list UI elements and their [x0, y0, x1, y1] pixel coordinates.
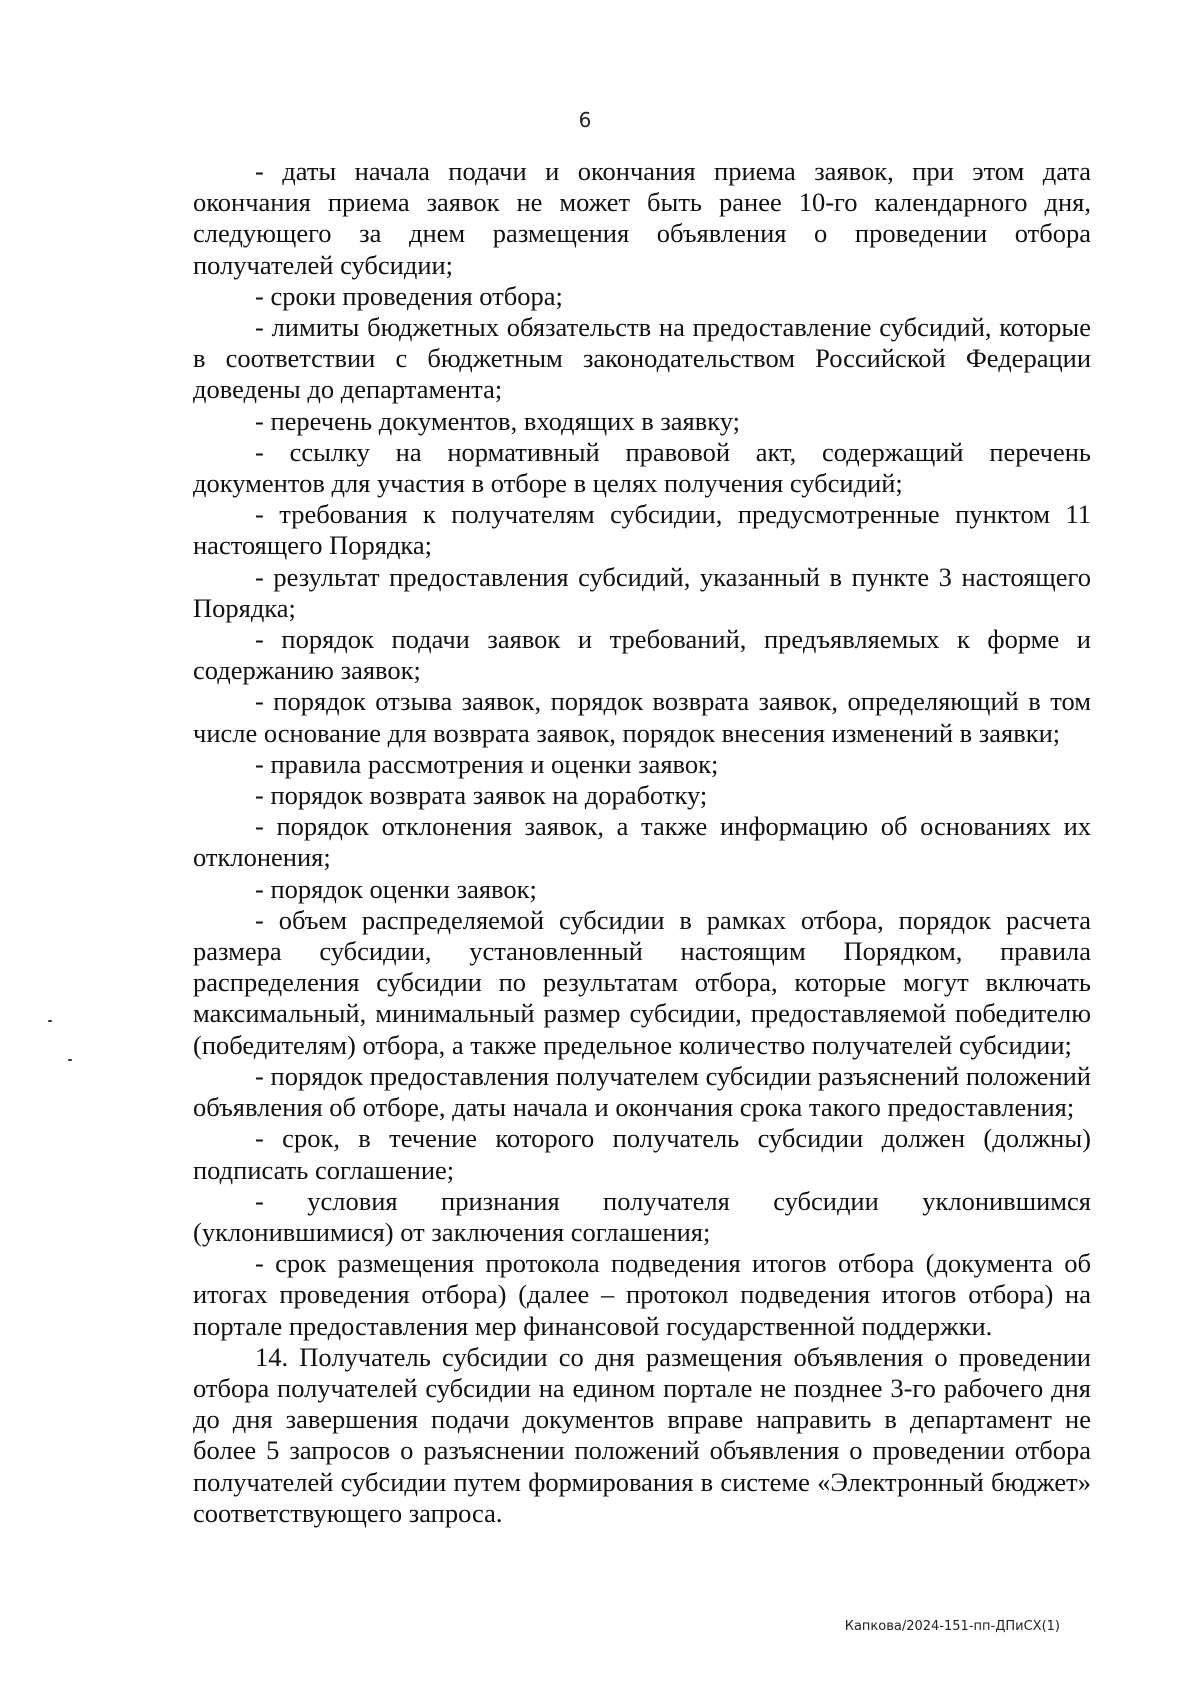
paragraph-evasion-conditions: - условия признания получателя субсидии уклонившимся (уклонившимися) от заключения соглашения; — [193, 1185, 1091, 1247]
paragraph-document-list: - перечень документов, входящих в заявку; — [255, 405, 741, 436]
paragraph-submission-order: - порядок подачи заявок и требований, предъявляемых к форме и содержанию заявок; — [193, 624, 1091, 686]
document-code: Капкова/2024-151-пп-ДПиСХ(1) — [844, 1619, 1060, 1634]
paragraph-subsidy-volume: - объем распределяемой субсидии в рамках отбора, порядок расчета размера субсидии, установленный настоящим Порядком, правила распределения субсидии по результатам отбора, которые могут включать максимальный, минимальный размер субсидии, предоставляемой победителю (победителям) отбора, а также предельное количество получателей субсидии; — [193, 904, 1091, 1060]
paragraph-review-rules: - правила рассмотрения и оценки заявок; — [255, 748, 719, 779]
paragraph-clarifications: - порядок предоставления получателем субсидии разъяснений положений объявления об отборе, даты начала и окончания срока такого предоставления; — [193, 1060, 1091, 1123]
scan-speck — [68, 1059, 72, 1061]
paragraph-rejection-order: - порядок отклонения заявок, а также информацию об основаниях их отклонения; — [193, 811, 1091, 873]
paragraph-recipient-requirements: - требования к получателям субсидии, предусмотренные пунктом 11 настоящего Порядка; — [193, 499, 1091, 561]
paragraph-return-for-revision: - порядок возврата заявок на доработку; — [255, 780, 708, 811]
paragraph-protocol-posting: - срок размещения протокола подведения итогов отбора (документа об итогах проведения отбора) (далее – протокол подведения итогов отбора) на портале предоставления мер финансовой государственной поддержки. — [193, 1248, 1091, 1341]
paragraph-item-14: 14. Получатель субсидии со дня размещения объявления о проведении отбора получателей субсидии на едином портале не позднее 3-го рабочего дня до дня завершения подачи документов вправе направить в департамент не более 5 запросов о разъяснении положений объявления о проведении отбора получателей субсидии путем формирования в системе «Электронный бюджет» соответствующего запроса. — [193, 1341, 1091, 1528]
paragraph-agreement-deadline: - срок, в течение которого получатель субсидии должен (должны) подписать соглашение; — [193, 1123, 1091, 1185]
scan-speck — [48, 1020, 52, 1022]
paragraph-budget-limits: - лимиты бюджетных обязательств на предоставление субсидий, которые в соответствии с бюджетным законодательством Российской Федерации доведены до департамента; — [193, 312, 1091, 405]
paragraph-result: - результат предоставления субсидий, указанный в пункте 3 настоящего Порядка; — [193, 561, 1091, 623]
paragraph-withdrawal-order: - порядок отзыва заявок, порядок возврата заявок, определяющий в том числе основание для возврата заявок, порядок внесения изменений в заявки; — [193, 686, 1091, 748]
page-number: 6 — [578, 108, 592, 132]
document-body — [193, 156, 1091, 1529]
paragraph-selection-terms: - сроки проведения отбора; — [255, 280, 563, 311]
paragraph-evaluation-order: - порядок оценки заявок; — [255, 873, 537, 904]
paragraph-legal-act-link: - ссылку на нормативный правовой акт, содержащий перечень документов для участия в отборе в целях получения субсидий; — [193, 436, 1091, 499]
paragraph-dates: - даты начала подачи и окончания приема заявок, при этом дата окончания приема заявок не может быть ранее 10-го календарного дня, следующего за днем размещения объявления о проведении отбора получателей субсидии; — [193, 156, 1091, 280]
